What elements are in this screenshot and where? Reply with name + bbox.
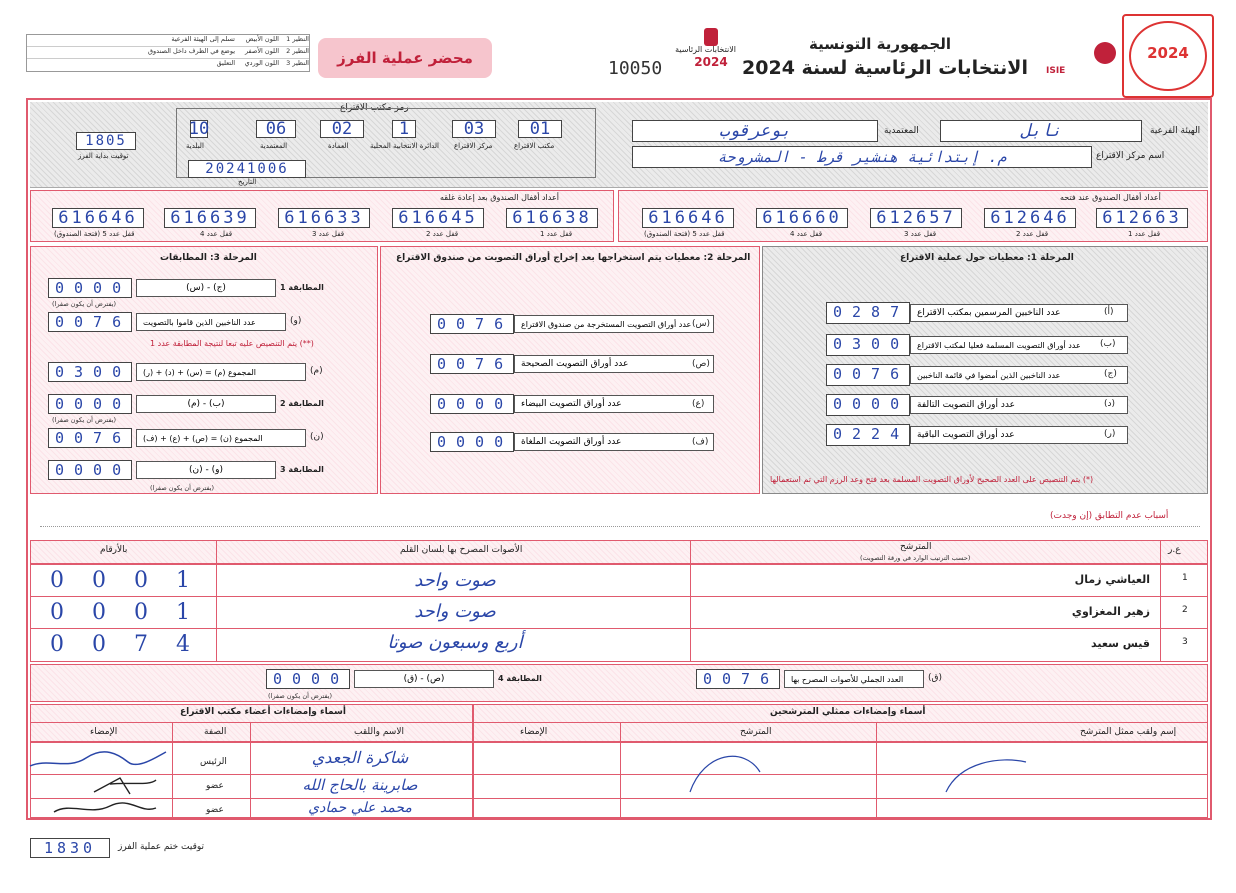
votes-digits: 0001: [50, 600, 218, 625]
stage3-title: المرحلة 3: المطابقات: [160, 253, 257, 263]
signature-member-2: [50, 798, 160, 820]
end-time-label: توقيت ختم عملية الفرز: [118, 842, 205, 852]
stage1-row: 0300 عدد أوراق التصويت المسلمة فعليا لمكتب الاقتراع: [826, 334, 1128, 356]
zero-hint: (يفترض أن يكون صفرا): [52, 416, 117, 424]
copy-row: النظير 1 اللون الأبيض تسلم إلى الهيئة الفرعية: [27, 35, 309, 47]
delegation-field: بوعرقوب: [632, 120, 878, 142]
lock-after-4: 616639: [164, 208, 256, 228]
lock-label: قفل عدد 4: [790, 230, 823, 238]
total-row: 0076 العدد الجملي للأصوات المصرح بها (ق): [696, 669, 956, 689]
h-role: الصفة: [204, 727, 227, 737]
results-h-candidate: المترشح: [900, 542, 932, 552]
results-h-candidate-sub: (حسب الترتيب الوارد في ورقة التصويت): [860, 554, 971, 562]
col-divider: [620, 722, 621, 818]
match3-row: 0000 (و) - (ن) المطابقة 3: [48, 460, 362, 480]
col-divider: [250, 722, 251, 818]
candidate-name: العياشي زمال: [1074, 573, 1150, 586]
locks-after-title: أعداد أقفال الصندوق بعد إعادة غلقه: [440, 193, 559, 202]
candidate-name: زهير المغزاوي: [1071, 605, 1150, 618]
stage2-row: 0000 عدد أوراق التصويت البيضاء: [430, 394, 714, 414]
mismatch-line: [40, 526, 1200, 527]
start-time-label: توقيت بداية الفرز: [78, 152, 129, 160]
results-h-words: الأصوات المصرح بها بلسان القلم: [400, 545, 523, 555]
code-district: 1: [392, 120, 416, 138]
code-municipality: 10: [188, 119, 210, 139]
signature-member-1: [90, 772, 160, 798]
reps-title: أسماء وإمضاءات ممثلي المترشحين: [770, 707, 926, 717]
candidate-name: قيس سعيد: [1091, 637, 1150, 650]
locks-before-title: أعداد أقفال الصندوق عند فتحه: [1060, 193, 1161, 202]
stage1-key: (ج): [1104, 369, 1117, 379]
stage1-key: (ر): [1104, 429, 1116, 439]
candidate-number: 2: [1182, 605, 1188, 615]
lock-label: قفل عدد 2: [426, 230, 459, 238]
lock-label: قفل عدد 1: [1128, 230, 1161, 238]
col-divider: [172, 722, 173, 818]
member-role: عضو: [206, 805, 224, 815]
row-divider: [30, 596, 1208, 597]
members-title: أسماء وإمضاءات أعضاء مكتب الاقتراع: [180, 707, 346, 717]
stage2-key: (ف): [692, 437, 709, 447]
stage1-row: 0287 عدد الناخبين المرسمين بمكتب الاقتراع: [826, 302, 1128, 324]
lock-label: قفل عدد 2: [1016, 230, 1049, 238]
date-label: التاريخ: [238, 178, 257, 186]
member-role: الرئيس: [200, 757, 227, 767]
votes-digits: 0001: [50, 568, 218, 593]
candidate-number: 3: [1182, 637, 1188, 647]
results-header: [30, 540, 1208, 564]
center-field: م. إبتدائية هنشير قرط - المشروحة: [632, 146, 1092, 168]
code-label: العمادة: [328, 142, 349, 150]
election-logo: الانتخابات الرئاسية 2024: [686, 28, 736, 88]
code-delegation: 06: [256, 120, 296, 138]
center-label: اسم مركز الاقتراع: [1096, 151, 1165, 161]
member-name: صابرينة بالحاج الله: [302, 776, 418, 794]
code-label: الدائرة الانتخابية المحلية: [370, 142, 439, 150]
stage1-key: (د): [1104, 399, 1116, 409]
code-label: مركز الاقتراع: [454, 142, 493, 150]
lock-after-1: 616638: [506, 208, 598, 228]
code-center: 03: [452, 120, 496, 138]
lock-label: قفل عدد 3: [904, 230, 937, 238]
sum-m-row: 0300 المجموع (م) = (س) + (د) + (ر) (م): [48, 362, 362, 382]
signature-rep-candidate: [684, 742, 764, 798]
col-divider: [876, 722, 877, 818]
signature-rep-name: [940, 752, 1030, 796]
stage2-key: (س): [692, 319, 711, 329]
copies-legend: [26, 34, 310, 72]
totals-panel: [30, 664, 1208, 702]
match1-row: 0000 (ج) - (س) المطابقة 1: [48, 278, 362, 298]
serial-number: 10050: [608, 58, 663, 79]
stage1-row: 0224 عدد أوراق التصويت الباقية: [826, 424, 1128, 446]
mismatch-label: أسباب عدم التطابق (إن وجدت): [1050, 511, 1169, 521]
zero-hint: (يفترض أن يكون صفرا): [268, 692, 333, 700]
stage2-row: 0076 عدد أوراق التصويت المستخرجة من صندوق الاقتراع: [430, 314, 714, 334]
stage1-note: (*) يتم التنصيص على العدد الصحيح لأوراق التصويت المسلمة بعد فتح وعد الرزم التي تم استعمالها: [770, 475, 1094, 484]
stage1-title: المرحلة 1: معطيات حول عملية الاقتراع: [900, 253, 1074, 263]
votes-words: صوت واحد: [414, 601, 496, 622]
stage1-key: (ب): [1100, 339, 1116, 349]
candidate-number: 1: [1182, 573, 1188, 583]
code-office: 01: [518, 120, 562, 138]
lock-label: قفل عدد 4: [200, 230, 233, 238]
lock-before-5: 616646: [642, 208, 734, 228]
stage1-key: (أ): [1104, 307, 1114, 317]
ink-stamp: 2024: [1122, 14, 1214, 98]
lock-label: قفل عدد 3: [312, 230, 345, 238]
member-role: عضو: [206, 781, 224, 791]
stage3-note: (**) يتم التنصيص عليه تبعا لنتيجة المطابقة عدد 1: [150, 339, 314, 348]
lock-after-3: 616633: [278, 208, 370, 228]
stage2-title: المرحلة 2: معطيات يتم استخراجها بعد إخراج أوراق التصويت من صندوق الاقتراع: [396, 253, 751, 263]
code-label: البلدية: [186, 142, 204, 150]
row-divider: [30, 628, 1208, 629]
col-divider: [472, 704, 474, 818]
stage2-row: 0000 عدد أوراق التصويت الملغاة: [430, 432, 714, 452]
lock-after-5: 616646: [52, 208, 144, 228]
voters-row: 0076 عدد الناخبين الذين قاموا بالتصويت (و): [48, 312, 348, 332]
h-name: الاسم واللقب: [354, 727, 404, 737]
stage1-row: 0076 عدد الناخبين الذين أمضوا في قائمة الناخبين: [826, 364, 1128, 386]
start-time-field: 1805: [76, 132, 136, 150]
copy-row: النظير 3 اللون الوردي التعليق: [216, 59, 309, 67]
branch-label: الهيئة الفرعية: [1150, 126, 1201, 136]
member-name: شاكرة الجعدي: [311, 748, 409, 767]
votes-words: أربع وسبعون صوتا: [387, 632, 523, 653]
results-h-num: ع.ر: [1168, 545, 1181, 555]
votes-words: صوت واحد: [414, 570, 496, 591]
col-divider: [1160, 540, 1161, 662]
lock-before-1: 612663: [1096, 208, 1188, 228]
isie-logo: ISIE: [1046, 32, 1116, 84]
lock-before-3: 612657: [870, 208, 962, 228]
lock-label: قفل عدد 1: [540, 230, 573, 238]
lock-label: قفل عدد 5 (فتحة الصندوق): [644, 230, 725, 238]
lock-label: قفل عدد 5 (فتحة الصندوق): [54, 230, 135, 238]
stage1-row: 0000 عدد أوراق التصويت التالفة: [826, 394, 1128, 416]
signature-president: [28, 744, 168, 774]
stage2-key: (ص): [692, 359, 710, 369]
h-sign: الإمضاء: [90, 727, 118, 737]
h-rep-name: إسم ولقب ممثل المترشح: [1080, 727, 1177, 737]
sum-n-row: 0076 المجموع (ن) = (ص) + (ع) + (ف) (ن): [48, 428, 362, 448]
results-h-digits: بالأرقام: [100, 545, 128, 555]
country-title: الجمهورية التونسية: [809, 35, 951, 53]
code-label: المعتمدية: [260, 142, 288, 150]
zero-hint: (يفترض أن يكون صفرا): [52, 300, 117, 308]
end-time-field: 1830: [30, 838, 110, 858]
match2-row: 0000 (ب) - (م) المطابقة 2: [48, 394, 362, 414]
lock-after-2: 616645: [392, 208, 484, 228]
date-field: 20241006: [188, 160, 306, 178]
h-sign-rep: الإمضاء: [520, 727, 548, 737]
member-name: محمد علي حمادي: [308, 800, 412, 816]
election-title: الانتخابات الرئاسية لسنة 2024: [742, 57, 1028, 79]
match4-row: 0000 (ص) - (ق) المطابقة 4: [266, 669, 576, 689]
delegation-label: المعتمدية: [884, 126, 919, 136]
code-label: مكتب الاقتراع: [514, 142, 555, 150]
stage2-key: (ع): [692, 399, 705, 409]
votes-digits: 0074: [50, 632, 218, 657]
lock-before-4: 616660: [756, 208, 848, 228]
col-divider: [690, 540, 691, 662]
row-divider: [30, 798, 1208, 799]
copy-row: النظير 2 اللون الأصفر يوضع في الظرف داخل الصندوق: [27, 47, 309, 59]
row-divider: [30, 774, 1208, 775]
branch-field: نابل: [940, 120, 1142, 142]
stage2-row: 0076 عدد أوراق التصويت الصحيحة: [430, 354, 714, 374]
h-candidate-rep: المترشح: [740, 727, 772, 737]
code-sector: 02: [320, 120, 364, 138]
sig-header-line: [30, 722, 1208, 723]
station-code-title: رمز مكتب الاقتراع: [340, 103, 409, 113]
zero-hint: (يفترض أن يكون صفرا): [150, 484, 215, 492]
form-title: محضر عملية الفرز: [318, 38, 492, 78]
lock-before-2: 612646: [984, 208, 1076, 228]
